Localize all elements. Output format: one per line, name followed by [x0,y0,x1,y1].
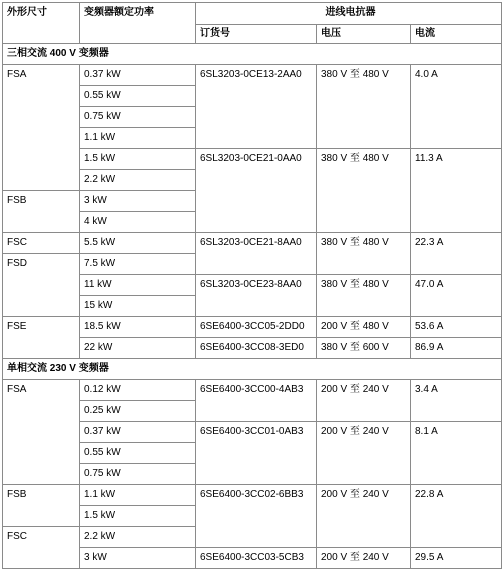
voltage-cell: 380 V 至 480 V [317,233,411,275]
voltage-cell: 200 V 至 480 V [317,317,411,338]
voltage-cell: 380 V 至 600 V [317,338,411,359]
power-cell: 3 kW [80,548,196,569]
order-number-cell: 6SE6400-3CC00-4AB3 [196,380,317,422]
table-row [3,233,502,254]
voltage-cell: 200 V 至 240 V [317,380,411,422]
power-cell: 0.12 kW [80,380,196,401]
current-cell: 4.0 A [411,65,502,149]
voltage-cell: 200 V 至 240 V [317,485,411,548]
order-number-cell: 6SL3203-0CE23-8AA0 [196,275,317,317]
table-row [3,317,502,338]
power-cell: 0.75 kW [80,107,196,128]
power-cell: 5.5 kW [80,233,196,254]
section-row [3,359,502,380]
power-cell: 4 kW [80,212,196,233]
table-body [3,44,502,569]
power-cell: 0.25 kW [80,401,196,422]
order-number-cell: 6SE6400-3CC01-0AB3 [196,422,317,485]
frame-size-cell: FSC [3,233,80,254]
current-cell: 3.4 A [411,380,502,422]
power-cell: 7.5 kW [80,254,196,275]
current-cell: 53.6 A [411,317,502,338]
voltage-cell: 380 V 至 480 V [317,275,411,317]
current-cell: 11.3 A [411,149,502,233]
voltage-cell: 200 V 至 240 V [317,422,411,485]
power-cell: 11 kW [80,275,196,296]
voltage-cell: 380 V 至 480 V [317,65,411,149]
header-current: 电流 [411,24,502,43]
power-cell: 1.1 kW [80,485,196,506]
section-row [3,44,502,65]
current-cell: 22.8 A [411,485,502,548]
power-cell: 1.1 kW [80,128,196,149]
power-cell: 0.55 kW [80,86,196,107]
frame-size-cell: FSB [3,485,80,527]
power-cell: 0.37 kW [80,422,196,443]
order-number-cell: 6SE6400-3CC05-2DD0 [196,317,317,338]
header-rated-power: 变频器额定功率 [80,3,196,44]
frame-size-cell: FSC [3,527,80,569]
power-cell: 18.5 kW [80,317,196,338]
header-order-no: 订货号 [196,24,317,43]
header-row [3,3,502,25]
table-row [3,65,502,86]
power-cell: 22 kW [80,338,196,359]
frame-size-cell: FSA [3,65,80,191]
header-voltage: 电压 [317,24,411,43]
section-title: 单相交流 230 V 变频器 [3,359,502,380]
voltage-cell: 380 V 至 480 V [317,149,411,233]
frame-size-cell: FSB [3,191,80,233]
current-cell: 22.3 A [411,233,502,275]
power-cell: 2.2 kW [80,527,196,548]
voltage-cell: 200 V 至 240 V [317,548,411,569]
power-cell: 2.2 kW [80,170,196,191]
power-cell: 0.37 kW [80,65,196,86]
frame-size-cell: FSE [3,317,80,359]
header-reactor: 进线电抗器 [196,3,502,25]
order-number-cell: 6SL3203-0CE13-2AA0 [196,65,317,149]
current-cell: 86.9 A [411,338,502,359]
current-cell: 47.0 A [411,275,502,317]
section-title: 三相交流 400 V 变频器 [3,44,502,65]
power-cell: 0.75 kW [80,464,196,485]
power-cell: 1.5 kW [80,149,196,170]
order-number-cell: 6SL3203-0CE21-8AA0 [196,233,317,275]
order-number-cell: 6SE6400-3CC08-3ED0 [196,338,317,359]
power-cell: 1.5 kW [80,506,196,527]
order-number-cell: 6SL3203-0CE21-0AA0 [196,149,317,233]
order-number-cell: 6SE6400-3CC03-5CB3 [196,548,317,569]
order-number-cell: 6SE6400-3CC02-6BB3 [196,485,317,548]
reactor-spec-table [2,2,502,569]
frame-size-cell: FSA [3,380,80,485]
header-frame-size: 外形尺寸 [3,3,80,44]
power-cell: 0.55 kW [80,443,196,464]
frame-size-cell: FSD [3,254,80,317]
table-row [3,485,502,506]
current-cell: 8.1 A [411,422,502,485]
power-cell: 15 kW [80,296,196,317]
table-row [3,380,502,401]
power-cell: 3 kW [80,191,196,212]
current-cell: 29.5 A [411,548,502,569]
